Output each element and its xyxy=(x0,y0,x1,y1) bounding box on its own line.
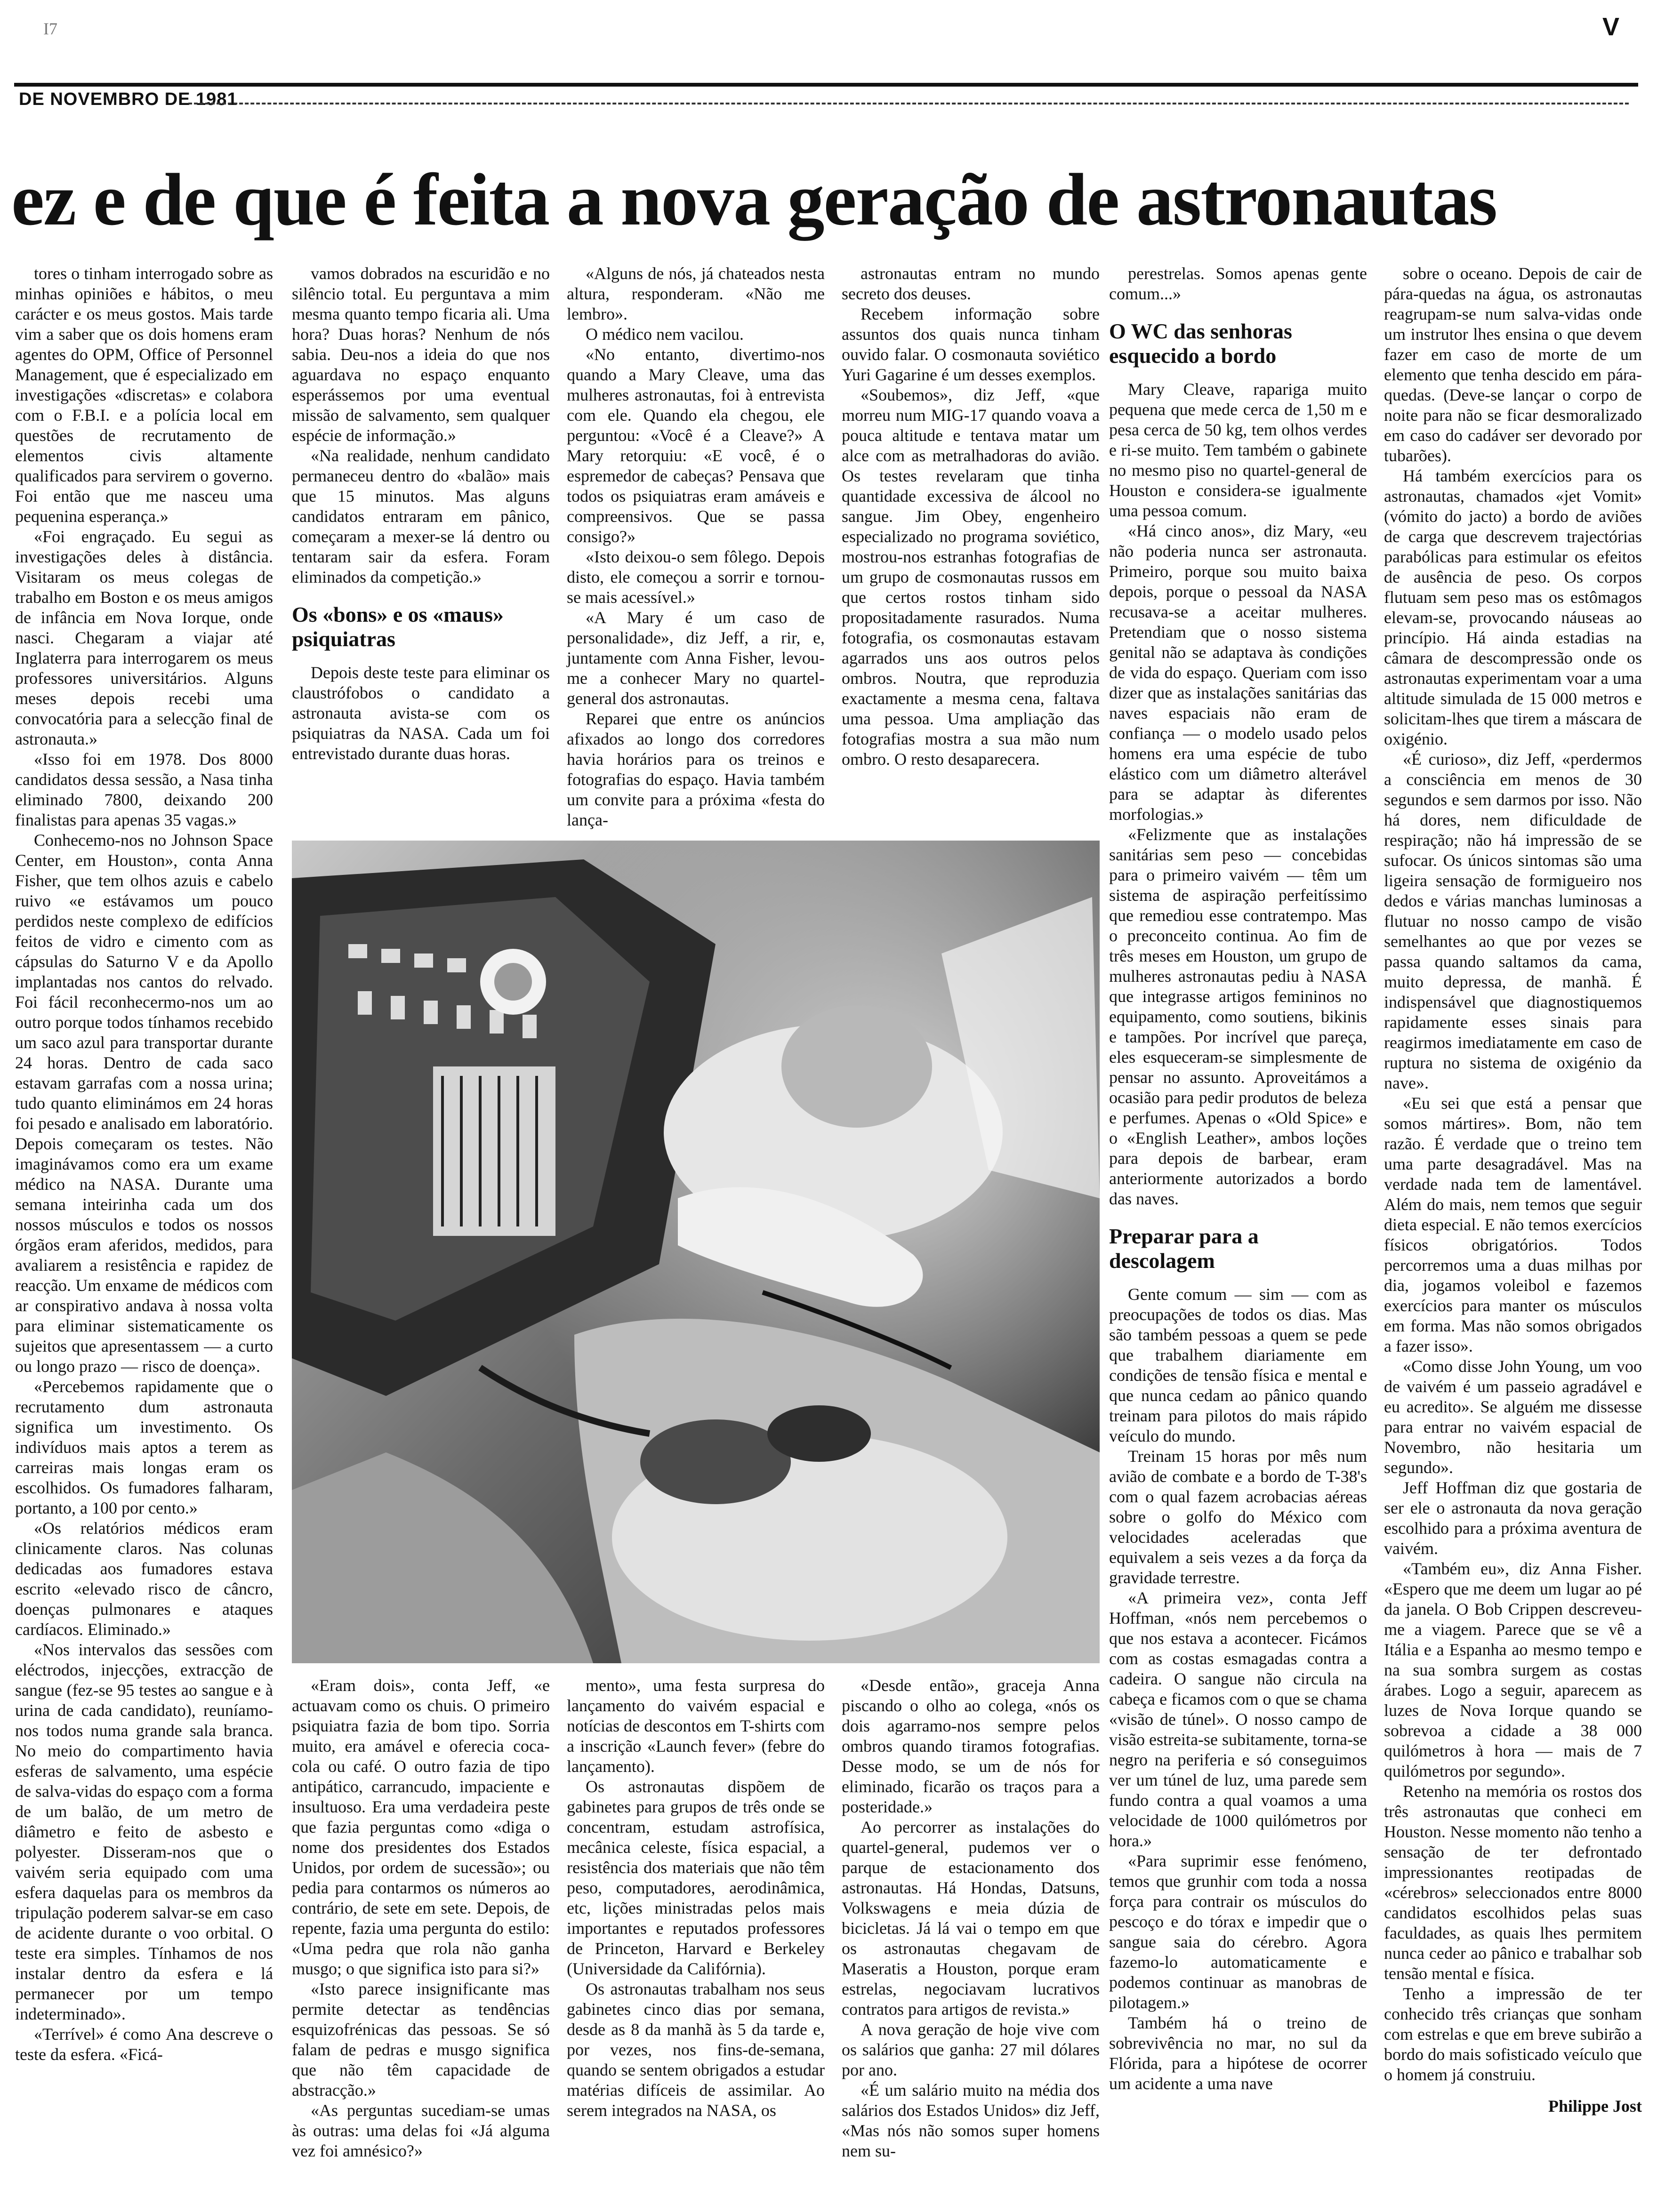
paragraph: Retenho na memória os rostos dos três astronautas que conheci em Houston. Nesse momento não tenho a sensação de ter defrontado impressionantes reotipadas de «cérebros» seleccionados entre 8000 candidatos escolhidos pelas suas faculdades, as quais lhes permitem nunca ceder ao pânico e trabalhar sob tensão mental e física. xyxy=(1384,1782,1642,1983)
subheading: Os «bons» e os «maus» psiquiatras xyxy=(292,602,504,651)
paragraph: «Os relatórios médicos eram clinicamente claros. Nas colunas dedicadas aos fumadores estava escrito «elevado risco de câncro, doenças pulmonares e ataques cardíacos. Eliminado.» xyxy=(15,1519,273,1639)
paragraph: tores o tinham interrogado sobre as minhas opiniões e hábitos, o meu carácter e os meus gostos. Mais tarde vim a saber que os dois homens eram agentes do OPM, Office of Personnel Management, que é especializado em investigações «discretas» e colabora com o F.B.I. e a polícia local em questões de recrutamento de elementos civis altamente qualificados para servirem o governo. Foi então que me nasceu uma pequenina esperança.» xyxy=(15,264,273,526)
paragraph: «Para suprimir esse fenómeno, temos que grunhir com toda a nossa força para contrair os músculos do pescoço e do tórax e impedir que o sangue saia do cérebro. Agora fazemo-lo automaticamente e podemos continuar as manobras de pilotagem.» xyxy=(1109,1851,1367,2012)
paragraph: «Nos intervalos das sessões com eléctrodos, injecções, extracção de sangue (fez-se 95 testes ao sangue e à urina de cada candidato), reuníamo-nos todos numa grande sala branca. No meio do compartimento havia esferas de salvamento, uma espécie de salva-vidas do espaço com a forma de um balão, de um metro de diâmetro e feito de asbesto e polyester. Disseram-nos que o vaivém seria equipado com uma esfera daquelas para os membros da tripulação poderem salvar-se em caso de acidente durante o voo orbital. O teste era simples. Tínhamos de nos instalar dentro da esfera e lá permanecer por um tempo indeterminado». xyxy=(15,1640,273,2023)
column-2-top xyxy=(292,264,550,836)
paragraph: perestrelas. Somos apenas gente comum...» xyxy=(1109,264,1367,303)
paragraph: «Também eu», diz Anna Fisher. «Espero que me deem um lugar ao pé da janela. O Bob Crippen descreveu-me a viagem. Parece que se vê a Itália e a Espanha ao mesmo tempo e na sua sombra surgem as costas árabes. Logo a seguir, aparecem as luzes de Nova Iorque quando se sobrevoa a cidade a 38 000 quilómetros à hora — mais de 7 quilómetros por segundo». xyxy=(1384,1559,1642,1780)
paragraph: Gente comum — sim — com as preocupações de todos os dias. Mas são também pessoas a quem se pede que trabalhem diariamente em condições de tensão física e mental e que nunca cedam ao pânico quando treinam para pilotos do mais rápido veículo do mundo. xyxy=(1109,1285,1367,1445)
column-4-bottom xyxy=(842,1675,1100,2203)
paragraph: «É um salário muito na média dos salários dos Estados Unidos» diz Jeff, «Mas nós não somos super homens nem su- xyxy=(842,2081,1100,2160)
paragraph: «Há cinco anos», diz Mary, «eu não poderia nunca ser astronauta. Primeiro, porque sou muito baixa depois, porque o pessoal da NASA recusava-se a aceitar mulheres. Pretendiam que o nosso sistema genital não se adaptava às condições de vida do espaço. Queriam com isso dizer que as instalações sanitárias das naves espaciais não eram de confiança — o modelo usado pelos homens era uma espécie de tubo elástico com um diâmetro alterável para se adaptar às diferentes morfologias.» xyxy=(1109,521,1367,824)
paragraph: «Soubemos», diz Jeff, «que morreu num MIG-17 quando voava a pouca altitude e tentava matar um alce com as metralhadoras do avião. Os testes revelaram que tinha quantidade excessiva de álcool no sangue. Jim Obey, engenheiro especializado no programa soviético, mostrou-nos estranhas fotografias de um grupo de cosmonautas russos em que certos rostos tinham sido propositadamente rasurados. Numa fotografia, os cosmonautas estavam agarrados uns aos outros pelos ombros. Noutra, que reproduzia exactamente a mesma cena, faltava uma pessoa. Uma ampliação das fotografias mostra a sua mão num ombro. O resto desaparecera. xyxy=(842,385,1100,769)
paragraph: «Alguns de nós, já chateados nesta altura, responderam. «Não me lembro». xyxy=(567,264,825,323)
column-5 xyxy=(1109,264,1367,2203)
paragraph: «Terrível» é como Ana descreve o teste da esfera. «Ficá- xyxy=(15,2025,273,2064)
column-4-top xyxy=(842,264,1100,836)
paragraph: «A primeira vez», conta Jeff Hoffman, «nós nem percebemos o que nos estava a acontecer. Ficámos com as costas esmagadas contra a cadeira. O sangue não circula na cabeça e ficamos com o que se chama «visão de túnel». O nosso campo de visão estreita-se subitamente, torna-se negro na periferia e só conseguimos ver um túnel de luz, uma parede sem fundo contra a qual voamos a uma velocidade de 1000 quilómetros por hora.» xyxy=(1109,1588,1367,1850)
paragraph: Recebem informação sobre assuntos dos quais nunca tinham ouvido falar. O cosmonauta soviético Yuri Gagarine é um desses exemplos. xyxy=(842,305,1100,384)
headline: ez e de que é feita a nova geração de astronautas xyxy=(11,159,1497,241)
paragraph: «Como disse John Young, um voo de vaivém é um passeio agradável e eu acredito». Se alguém me dissesse para entrar no vaivém espacial de Novembro, não hesitaria um segundo». xyxy=(1384,1357,1642,1477)
subheading: Preparar para a descolagem xyxy=(1109,1224,1259,1273)
paragraph: «A Mary é um caso de personalidade», diz Jeff, a rir, e, juntamente com Anna Fisher, levou-me a conhecer Mary no quartel-general dos astronautas. xyxy=(567,608,825,708)
paragraph: sobre o oceano. Depois de cair de pára-quedas na água, os astronautas reagrupam-se num salva-vidas onde um instrutor lhes ensina o que devem fazer em caso de morte de um elemento que tenha descido em pára-quedas. (Deve-se lançar o corpo de noite para não se ficar desmoralizado em caso do cadáver ser devorado por tubarões). xyxy=(1384,264,1642,465)
cockpit-photo xyxy=(292,841,1100,1663)
paragraph: Mary Cleave, rapariga muito pequena que mede cerca de 1,50 m e pesa cerca de 50 kg, tem olhos verdes e ri-se muito. Tem também o gabinete no mesmo piso no quartel-general de Houston e considera-se igualmente uma pessoa comum. xyxy=(1109,380,1367,520)
paragraph: Depois deste teste para eliminar os claustrófobos o candidato a astronauta avista-se com os psiquiatras da NASA. Cada um foi entrevistado durante duas horas. xyxy=(292,663,550,763)
paragraph: Jeff Hoffman diz que gostaria de ser ele o astronauta da nova geração escolhido para a próxima aventura de vaivém. xyxy=(1384,1478,1642,1558)
paragraph: Há também exercícios para os astronautas, chamados «jet Vomit» (vómito do jacto) a bordo de aviões de carga que descrevem trajectórias parabólicas para estimular os efeitos de ausência de peso. Os corpos flutuam sem peso mas os estômagos elevam-se, provocando náuseas ao princípio. Há ainda estadias na câmara de descompressão onde os astronautas experimentam voar a uma altitude simulada de 15 000 metros e solicitam-lhes que tirem a máscara de oxigénio. xyxy=(1384,466,1642,748)
paragraph: Os astronautas trabalham nos seus gabinetes cinco dias por semana, desde as 8 da manhã às 5 da tarde e, por vezes, nos fins-de-semana, quando se sentem obrigados a estudar matérias difíceis de assimilar. Ao serem integrados na NASA, os xyxy=(567,1980,825,2120)
author-signature: Philippe Jost xyxy=(1548,2097,1642,2116)
photo-illustration xyxy=(292,841,1100,1663)
column-6 xyxy=(1384,264,1642,2203)
top-rule xyxy=(14,83,1638,87)
section-marker: V xyxy=(1602,13,1619,41)
column-3-top xyxy=(567,264,825,836)
paragraph: O médico nem vacilou. xyxy=(586,325,744,344)
column-1 xyxy=(15,264,273,2203)
paragraph: Conhecemo-nos no Johnson Space Center, em Houston», conta Anna Fisher, que tem olhos azuis e cabelo ruivo «e estávamos um pouco perdidos neste complexo de edifícios feitos de vidro e cimento com as cápsulas do Saturno V e da Apollo implantadas nos cantos do relvado. Foi fácil reconhecermo-nos um ao outro porque todos tínhamos recebido um saco azul para transportar durante 24 horas. Dentro de cada saco estavam garrafas com a nossa urina; tudo quanto eliminámos em 24 horas foi pesado e analisado em laboratório. Depois começaram os testes. Não imaginávamos como era um exame médico na NASA. Durante uma semana inteirinha cada um dos nossos músculos e todos os nossos órgãos eram aferidos, medidos, para avaliarem a resistência e rapidez de reacção. Um enxame de médicos com ar conspirativo andava à nossa volta para eliminar sistematicamente os sujeitos que apresentassem — a curto ou longo prazo — risco de doença». xyxy=(15,831,273,1376)
page-number: I7 xyxy=(43,19,57,38)
paragraph: «Eu sei que está a pensar que somos mártires». Bom, não tem razão. É verdade que o treino tem uma parte desagradável. Mas na verdade nada tem de lamentável. Além do mais, nem temos que seguir dieta especial. E não temos exercícios físicos obrigatórios. Todos percorremos uma a duas milhas por dia, jogamos voleibol e fazemos exercícios para manter os músculos em forma. Mas não somos obrigados a fazer isso». xyxy=(1384,1094,1642,1355)
column-3-bottom xyxy=(567,1675,825,2203)
paragraph: Reparei que entre os anúncios afixados ao longo dos corredores havia horários para os treinos e fotografias do espaço. Havia também um convite para a próxima «festa do lança- xyxy=(567,709,825,829)
paragraph: «Eram dois», conta Jeff, «e actuavam como os chuis. O primeiro psiquiatra fazia de bom tipo. Sorria muito, era amável e oferecia coca-cola ou café. O outro fazia de tipo antipático, carrancudo, impaciente e insultuoso. Era uma verdadeira peste que fazia perguntas como «diga o nome dos presidentes dos Estados Unidos, por ordem de sucessão»; ou pedia para contarmos os números ao contrário, de sete em sete. Depois, de repente, fazia uma pergunta do estilo: «Uma pedra que rola não ganha musgo; o que significa isto para si?» xyxy=(292,1676,550,1978)
subheading: O WC das senhoras esquecido a bordo xyxy=(1109,319,1292,368)
paragraph: A nova geração de hoje vive com os salários que ganha: 27 mil dólares por ano. xyxy=(842,2020,1100,2079)
paragraph: «No entanto, divertimo-nos quando a Mary Cleave, uma das mulheres astronautas, foi à entrevista com ele. Quando ela chegou, ele perguntou: «Você é a Cleave?» A Mary retorquiu: «E você, é o espremedor de cabeças? Pensava que todos os psiquiatras eram amáveis e compreensivos. Que se passa consigo?» xyxy=(567,345,825,546)
paragraph: «Felizmente que as instalações sanitárias sem peso — concebidas para o primeiro vaivém — têm um sistema de aspiração perfeitíssimo que remediou esse contratempo. Mas o preconceito continua. Ao fim de três meses em Houston, um grupo de mulheres astronautas pediu à NASA que integrasse artigos femininos no equipamento, como soutiens, bikinis e tampões. Por incrível que pareça, eles esqueceram-se simplesmente de pensar no assunto. Aproveitámos a ocasião para pedir produtos de beleza e perfumes. Apenas o «Old Spice» e o «English Leather», ambos loções para depois de barbear, eram anteriormente autorizados a bordo das naves. xyxy=(1109,825,1367,1208)
paragraph: «É curioso», diz Jeff, «perdermos a consciência em menos de 30 segundos e sem darmos por isso. Não há dores, nem dificuldade de respiração; não há impressão de se sufocar. Os únicos sintomas são uma ligeira sensação de formigueiro nos dedos e várias manchas luminosas a flutuar no nosso campo de visão semelhantes ao que por vezes se passa quando saltamos da cama, muito depressa, de manhã. É indispensável que diagnostiquemos rapidamente esses sinais para reagirmos imediatamente em caso de ruptura no sistema de oxigénio da nave». xyxy=(1384,750,1642,1092)
paragraph: «Na realidade, nenhum candidato permaneceu dentro do «balão» mais que 15 minutos. Mas alguns candidatos entraram em pânico, começaram a mexer-se lá dentro ou tentaram sair da esfera. Foram eliminados da competição.» xyxy=(292,446,550,586)
paragraph: «Desde então», graceja Anna piscando o olho ao colega, «nós os dois agarramo-nos sempre pelos ombros quando tiramos fotografias. Desse modo, se um de nós for eliminado, ficarão os traços para a posteridade.» xyxy=(842,1676,1100,1816)
paragraph: mento», uma festa surpresa do lançamento do vaivém espacial e notícias de descontos em T-shirts com a inscrição «Launch fever» (febre do lançamento). xyxy=(567,1676,825,1776)
paragraph: Tenho a impressão de ter conhecido três crianças que sonham com estrelas e que em breve subirão a bordo do mais sofisticado veículo que o homem já construiu. xyxy=(1384,1984,1642,2084)
paragraph: Também há o treino de sobrevivência no mar, no sul da Flórida, para a hipótese de ocorrer um acidente a uma nave xyxy=(1109,2013,1367,2093)
paragraph: «Foi engraçado. Eu segui as investigações deles à distância. Visitaram os meus colegas de trabalho em Boston e os meus amigos de infância em Nova Iorque, onde nasci. Chegaram a viajar até Inglaterra para interrogarem os meus professores universitários. Alguns meses depois recebi uma convocatória para a selecção final de astronauta.» xyxy=(15,527,273,748)
paragraph: astronautas entram no mundo secreto dos deuses. xyxy=(842,264,1100,303)
paragraph: Os astronautas dispõem de gabinetes para grupos de três onde se concentram, estudam astrofísica, mecânica celeste, física espacial, a resistência dos materiais que não têm peso, computadores, aerodinâmica, etc, lições ministradas pelos mais importantes e reputados professores de Princeton, Harvard e Berkeley (Universidade da Califórnia). xyxy=(567,1777,825,1978)
paragraph: «Isso foi em 1978. Dos 8000 candidatos dessa sessão, a Nasa tinha eliminado 7800, deixando 200 finalistas para apenas 35 vagas.» xyxy=(15,750,273,829)
dashed-rule xyxy=(188,103,1629,104)
dateline: DE NOVEMBRO DE 1981 xyxy=(19,89,238,109)
paragraph: vamos dobrados na escuridão e no silêncio total. Eu perguntava a mim mesma quanto tempo ficaria ali. Uma hora? Duas horas? Nenhum de nós sabia. Deu-nos a ideia do que nos aguardava no espaço enquanto esperássemos por uma eventual missão de salvamento, sem qualquer espécie de informação.» xyxy=(292,264,550,445)
paragraph: «Percebemos rapidamente que o recrutamento dum astronauta significa um investimento. Os indivíduos mais aptos a terem as carreiras mais longas eram os escolhidos. Os fumadores falharam, portanto, a 100 por cento.» xyxy=(15,1377,273,1517)
column-2-bottom xyxy=(292,1675,550,2203)
paragraph: Ao percorrer as instalações do quartel-general, pudemos ver o parque de estacionamento dos astronautas. Há Hondas, Datsuns, Volkswagens e meia dúzia de bicicletas. Já lá vai o tempo em que os astronautas chegavam de Maseratis a Houston, porque eram estrelas, negociavam lucrativos contratos para artigos de revista.» xyxy=(842,1818,1100,2019)
paragraph: Treinam 15 horas por mês num avião de combate e a bordo de T-38's com o qual fazem acrobacias aéreas sobre o golfo do México com velocidades aceleradas que equivalem a seis vezes a da força da gravidade terrestre. xyxy=(1109,1447,1367,1587)
paragraph: «As perguntas sucediam-se umas às outras: uma delas foi «Já alguma vez foi amnésico?» xyxy=(292,2101,550,2160)
paragraph: «Isto deixou-o sem fôlego. Depois disto, ele começou a sorrir e tornou-se mais acessível.» xyxy=(567,547,825,607)
paragraph: «Isto parece insignificante mas permite detectar as tendências esquizofrénicas das pessoas. Se só falam de pedras e musgo significa que não têm capacidade de abstracção.» xyxy=(292,1980,550,2100)
